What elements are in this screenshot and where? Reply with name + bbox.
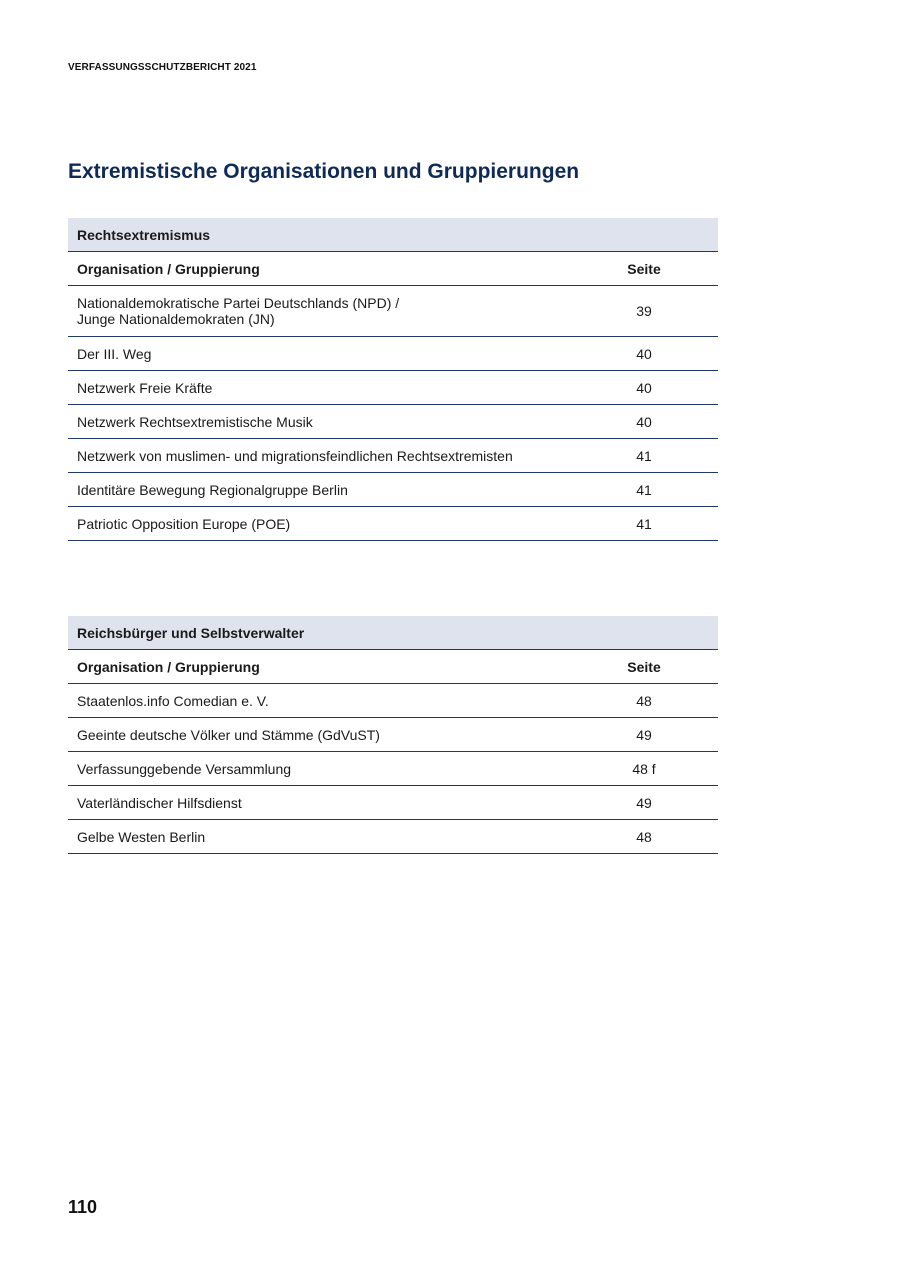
page-reference: 41 xyxy=(595,473,718,507)
page-reference: 41 xyxy=(595,507,718,541)
table-reichsbuerger xyxy=(68,616,718,854)
organisation-name: Der III. Weg xyxy=(68,337,595,371)
organisation-name: Vaterländischer Hilfsdienst xyxy=(68,786,595,820)
page-reference: 49 xyxy=(595,786,718,820)
table-row xyxy=(68,371,718,405)
organisation-name: Netzwerk von muslimen- und migrationsfeindlichen Rechtsextremisten xyxy=(68,439,595,473)
table-header-row xyxy=(68,252,718,286)
organisation-name: Patriotic Opposition Europe (POE) xyxy=(68,507,595,541)
table-rechtsextremismus xyxy=(68,218,718,541)
organisation-name: Nationaldemokratische Partei Deutschlands (NPD) / Junge Nationaldemokraten (JN) xyxy=(68,286,595,337)
organisation-name: Gelbe Westen Berlin xyxy=(68,820,595,854)
page-reference: 49 xyxy=(595,718,718,752)
column-header-organisation: Organisation / Gruppierung xyxy=(68,650,595,684)
table-row xyxy=(68,405,718,439)
organisation-name: Geeinte deutsche Völker und Stämme (GdVuST) xyxy=(68,718,595,752)
organisation-name: Verfassunggebende Versammlung xyxy=(68,752,595,786)
organisation-name: Identitäre Bewegung Regionalgruppe Berlin xyxy=(68,473,595,507)
page-reference: 48 xyxy=(595,684,718,718)
column-header-page: Seite xyxy=(595,252,718,286)
table-row xyxy=(68,684,718,718)
section-heading: Reichsbürger und Selbstverwalter xyxy=(68,616,718,650)
table-row xyxy=(68,820,718,854)
page-reference: 41 xyxy=(595,439,718,473)
page-reference: 40 xyxy=(595,405,718,439)
organisation-name: Staatenlos.info Comedian e. V. xyxy=(68,684,595,718)
page-reference: 40 xyxy=(595,371,718,405)
page-reference: 48 f xyxy=(595,752,718,786)
page-number: 110 xyxy=(68,1197,98,1217)
column-header-page: Seite xyxy=(595,650,718,684)
table-row xyxy=(68,286,718,337)
table-row xyxy=(68,473,718,507)
table-header-row xyxy=(68,650,718,684)
table-row xyxy=(68,752,718,786)
page-reference: 39 xyxy=(595,286,718,337)
column-header-organisation: Organisation / Gruppierung xyxy=(68,252,595,286)
organisation-name: Netzwerk Rechtsextremistische Musik xyxy=(68,405,595,439)
section-heading: Rechtsextremismus xyxy=(68,218,718,252)
table-row xyxy=(68,507,718,541)
table-section-row xyxy=(68,218,718,252)
page-reference: 40 xyxy=(595,337,718,371)
page-title: Extremistische Organisationen und Gruppierungen xyxy=(68,160,580,183)
running-header: VERFASSUNGSSCHUTZBERICHT 2021 xyxy=(68,62,257,73)
table-row xyxy=(68,786,718,820)
table-row xyxy=(68,439,718,473)
table-section-row xyxy=(68,616,718,650)
table-row xyxy=(68,337,718,371)
organisation-name: Netzwerk Freie Kräfte xyxy=(68,371,595,405)
page-reference: 48 xyxy=(595,820,718,854)
table-row xyxy=(68,718,718,752)
